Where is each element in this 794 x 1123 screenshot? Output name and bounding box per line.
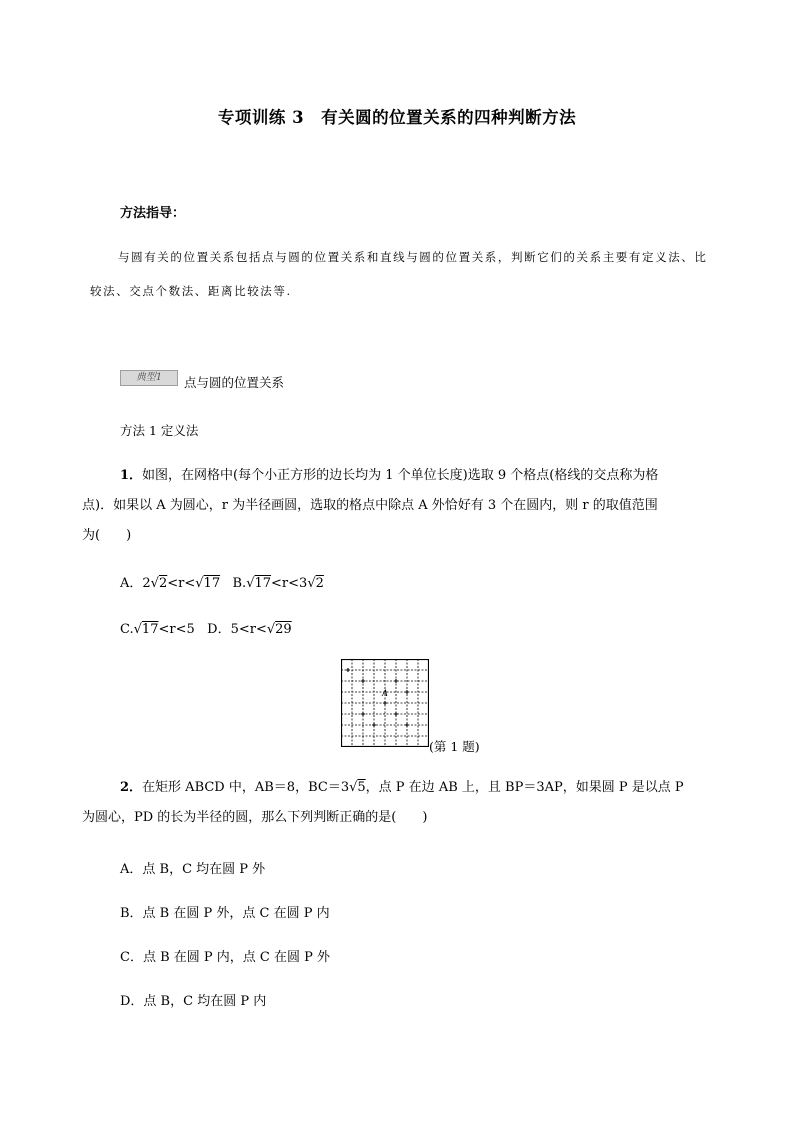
figure-caption: (第 1 题) xyxy=(429,739,480,754)
q2-opt-a: A．点 B，C 均在圆 P 外 xyxy=(120,862,266,877)
guide-heading: 方法指导： xyxy=(120,206,186,221)
method-heading: 方法 1 定义法 xyxy=(120,423,199,438)
grid-point xyxy=(346,668,350,672)
q1-options-cd xyxy=(120,618,292,637)
grid-point xyxy=(405,723,409,727)
q1-opt-b: B.√17<r<3√2 xyxy=(232,576,324,591)
grid-point xyxy=(383,701,387,705)
grid-points xyxy=(346,668,409,727)
section-badge: 典型1 xyxy=(120,370,178,386)
grid-point xyxy=(394,712,398,716)
q2-opt-c: C．点 B 在圆 P 内，点 C 在圆 P 外 xyxy=(120,950,330,965)
q1-options-ab xyxy=(120,572,324,591)
grid-point xyxy=(372,723,376,727)
grid-point xyxy=(361,679,365,683)
section-heading: 点与圆的位置关系 xyxy=(184,375,285,390)
q1-number: 1． xyxy=(120,468,143,483)
guide-body: 与圆有关的位置关系包括点与圆的位置关系和直线与圆的位置关系，判断它们的关系主要有定义法、比较法、交点个数法、距离比较法等. xyxy=(90,250,708,298)
grid-figure xyxy=(341,659,429,747)
q1-line2: 点)．如果以 A 为圆心，r 为半径画圆，选取的格点中除点 A 外恰好有 3 个在圆内，则 r 的取值范围 xyxy=(82,498,658,513)
page-title: 专项训练 3 有关圆的位置关系的四种判断方法 xyxy=(217,108,577,127)
q2-opt-d: D．点 B，C 均在圆 P 内 xyxy=(120,994,267,1009)
q2-line1: 2．在矩形 ABCD 中，AB＝8，BC＝3√5，点 P 在边 AB 上，且 BP＝3AP，如果圆 P 是以点 P xyxy=(120,780,684,795)
q1-opt-d: D．5<r<√29 xyxy=(207,622,292,637)
q1-text-1: 如图，在网格中(每个小正方形的边长均为 1 个单位长度)选取 9 个格点(格线的交点称为格 xyxy=(142,468,659,483)
q1-opt-a: A．2√2<r<√17 xyxy=(120,576,221,591)
grid-point xyxy=(361,712,365,716)
q1-line3: 为( ) xyxy=(82,528,132,543)
grid-point xyxy=(405,690,409,694)
q2-opt-b: B．点 B 在圆 P 外，点 C 在圆 P 内 xyxy=(120,906,330,921)
q1-opt-c: C.√17<r<5 xyxy=(120,622,195,637)
grid-point-label: A xyxy=(382,688,388,698)
q2-number: 2． xyxy=(120,780,143,795)
q1-line1 xyxy=(120,462,658,490)
q2-line2: 为圆心，PD 的长为半径的圆，那么下列判断正确的是( ) xyxy=(82,810,428,825)
grid-point xyxy=(394,679,398,683)
